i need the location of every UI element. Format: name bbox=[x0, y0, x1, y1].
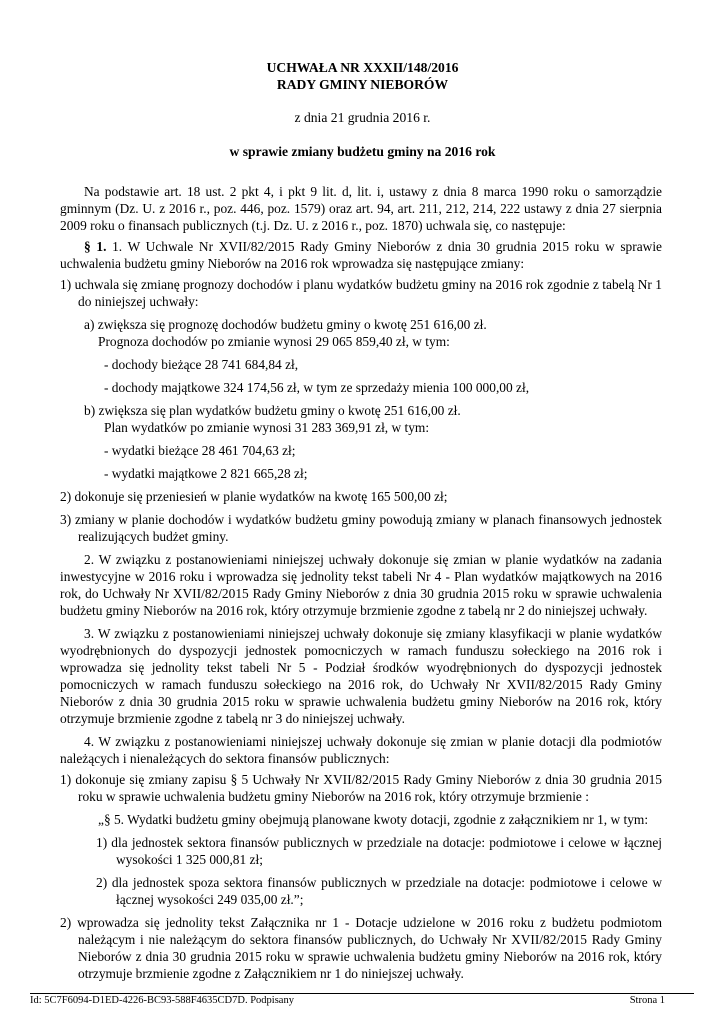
section-1-item-4: 4. W związku z postanowieniami niniejszej uchwały dokonuje się zmian w planie dotacji dla podmiotów należących i nienależących do sektora finansów publicznych: bbox=[60, 734, 662, 766]
section-1-text: 1. W Uchwale Nr XVII/82/2015 Rady Gminy Nieborów z dnia 30 grudnia 2015 roku w sprawie uchwalenia budżetu gminy Nieborów na 2016 rok wprowadza się następujące zmiany: bbox=[60, 239, 662, 271]
point-1a-current-income: - dochody bieżące 28 741 684,84 zł, bbox=[104, 357, 299, 372]
point-2: 2) dokonuje się przeniesień w planie wydatków na kwotę 165 500,00 zł; bbox=[60, 489, 448, 504]
page-number: Strona 1 bbox=[629, 995, 665, 1006]
item-4-point-1: 1) dokonuje się zmiany zapisu § 5 Uchwały Nr XVII/82/2015 Rady Gminy Nieborów z dnia 30 grudnia 2015 roku w sprawie uchwalenia budżetu gminy Nieborów na 2016 rok, który otrzymuje brzmienie : bbox=[60, 772, 662, 804]
section-1-item-2: 2. W związku z postanowieniami niniejszej uchwały dokonuje się zmian w planie wydatków na zadania inwestycyjne w 2016 roku i wprowadza się jednolity tekst tabeli Nr 4 - Plan wydatków majątkowych na 2016 rok, do Uchwały Nr XVII/82/2015 Rady Gminy Nieborów z dnia 30 grudnia 2015 roku w sprawie uchwalenia budżetu gminy Nieborów na 2016 rok, który otrzymuje brzmienie zgodne z tabelą nr 2 do niniejszej uchwały. bbox=[60, 552, 662, 618]
resolution-number: UCHWAŁA NR XXXII/148/2016 bbox=[266, 60, 459, 75]
point-1a-capital-income: - dochody majątkowe 324 174,56 zł, w tym ze sprzedaży mienia 100 000,00 zł, bbox=[104, 380, 530, 395]
item-4-point-2: 2) wprowadza się jednolity tekst Załącznika nr 1 - Dotacje udzielone w 2016 roku z budżetu podmiotom należącym i nie należącym do sektora finansów publicznych, do Uchwały Nr XVII/82/2015 Rady Gminy Nieborów z dnia 30 grudnia 2015 roku w sprawie uchwalenia budżetu gminy Nieborów na 2016 rok, który otrzymuje brzmienie zgodne z Załącznikiem nr 1 do niniejszej uchwały. bbox=[60, 915, 662, 981]
preamble: Na podstawie art. 18 ust. 2 pkt 4, i pkt 9 lit. d, lit. i, ustawy z dnia 8 marca 1990 roku o samorządzie gminnym (Dz. U. z 2016 r., poz. 446, poz. 1579) oraz art. 94, art. 211, 212, 214, 222 ustawy z dnia 27 sierpnia 2009 roku o finansach publicznych (t.j. Dz. U. z 2016 r., poz. 1870) uchwala się, co następuje: bbox=[60, 184, 662, 233]
quoted-section-5: „§ 5. Wydatki budżetu gminy obejmują planowane kwoty dotacji, zgodnie z załącznikiem nr 1, w tym: bbox=[98, 812, 649, 827]
section-1-item-3: 3. W związku z postanowieniami niniejszej uchwały dokonuje się zmiany klasyfikacji w planie wydatków wyodrębnionych do dyspozycji jednostek pomocniczych w ramach funduszu sołeckiego na 2016 rok i wprowadza się jednolity tekst tabeli Nr 5 - Podział środków wyodrębnionych do dyspozycji jednostek pomocniczych w ramach funduszu sołeckiego na 2016 rok, do Uchwały Nr XVII/82/2015 Rady Gminy Nieborów z dnia 30 grudnia 2015 roku w sprawie uchwalenia budżetu gminy Nieborów na 2016 rok, który otrzymuje brzmienie zgodne z tabelą nr 3 do niniejszej uchwały. bbox=[60, 626, 662, 726]
section-1-label: § 1. bbox=[84, 239, 107, 254]
council-name: RADY GMINY NIEBORÓW bbox=[276, 77, 449, 92]
quoted-point-1: 1) dla jednostek sektora finansów publicznych w przedziale na dotacje: podmiotowe i celowe w łącznej wysokości 1 325 000,81 zł; bbox=[96, 835, 662, 867]
point-1b-capital-expenses: - wydatki majątkowe 2 821 665,28 zł; bbox=[104, 466, 308, 481]
point-3: 3) zmiany w planie dochodów i wydatków budżetu gminy powodują zmiany w planach finansowych jednostek realizujących budżet gminy. bbox=[60, 512, 662, 544]
resolution-date: z dnia 21 grudnia 2016 r. bbox=[294, 110, 431, 125]
point-1b-plan: Plan wydatków po zmianie wynosi 31 283 369,91 zł, w tym: bbox=[104, 420, 430, 435]
quoted-point-2: 2) dla jednostek spoza sektora finansów publicznych w przedziale na dotacje: podmiotowe i celowe w łącznej wysokości 249 035,00 zł.”; bbox=[96, 875, 662, 907]
point-1: 1) uchwala się zmianę prognozy dochodów i planu wydatków budżetu gminy na 2016 rok zgodnie z tabelą Nr 1 do niniejszej uchwały: bbox=[60, 277, 662, 309]
document-id: Id: 5C7F6094-D1ED-4226-BC93-588F4635CD7D. Podpisany bbox=[30, 995, 294, 1006]
point-1a-forecast: Prognoza dochodów po zmianie wynosi 29 065 859,40 zł, w tym: bbox=[98, 334, 450, 349]
resolution-subject: w sprawie zmiany budżetu gminy na 2016 rok bbox=[229, 144, 496, 159]
point-1a: a) zwiększa się prognozę dochodów budżetu gminy o kwotę 251 616,00 zł. bbox=[84, 317, 487, 332]
section-1 bbox=[60, 238, 662, 272]
document-body bbox=[60, 183, 662, 982]
point-1b: b) zwiększa się plan wydatków budżetu gminy o kwotę 251 616,00 zł. bbox=[84, 403, 461, 418]
footer-divider bbox=[30, 993, 694, 994]
point-1b-current-expenses: - wydatki bieżące 28 461 704,63 zł; bbox=[104, 443, 296, 458]
